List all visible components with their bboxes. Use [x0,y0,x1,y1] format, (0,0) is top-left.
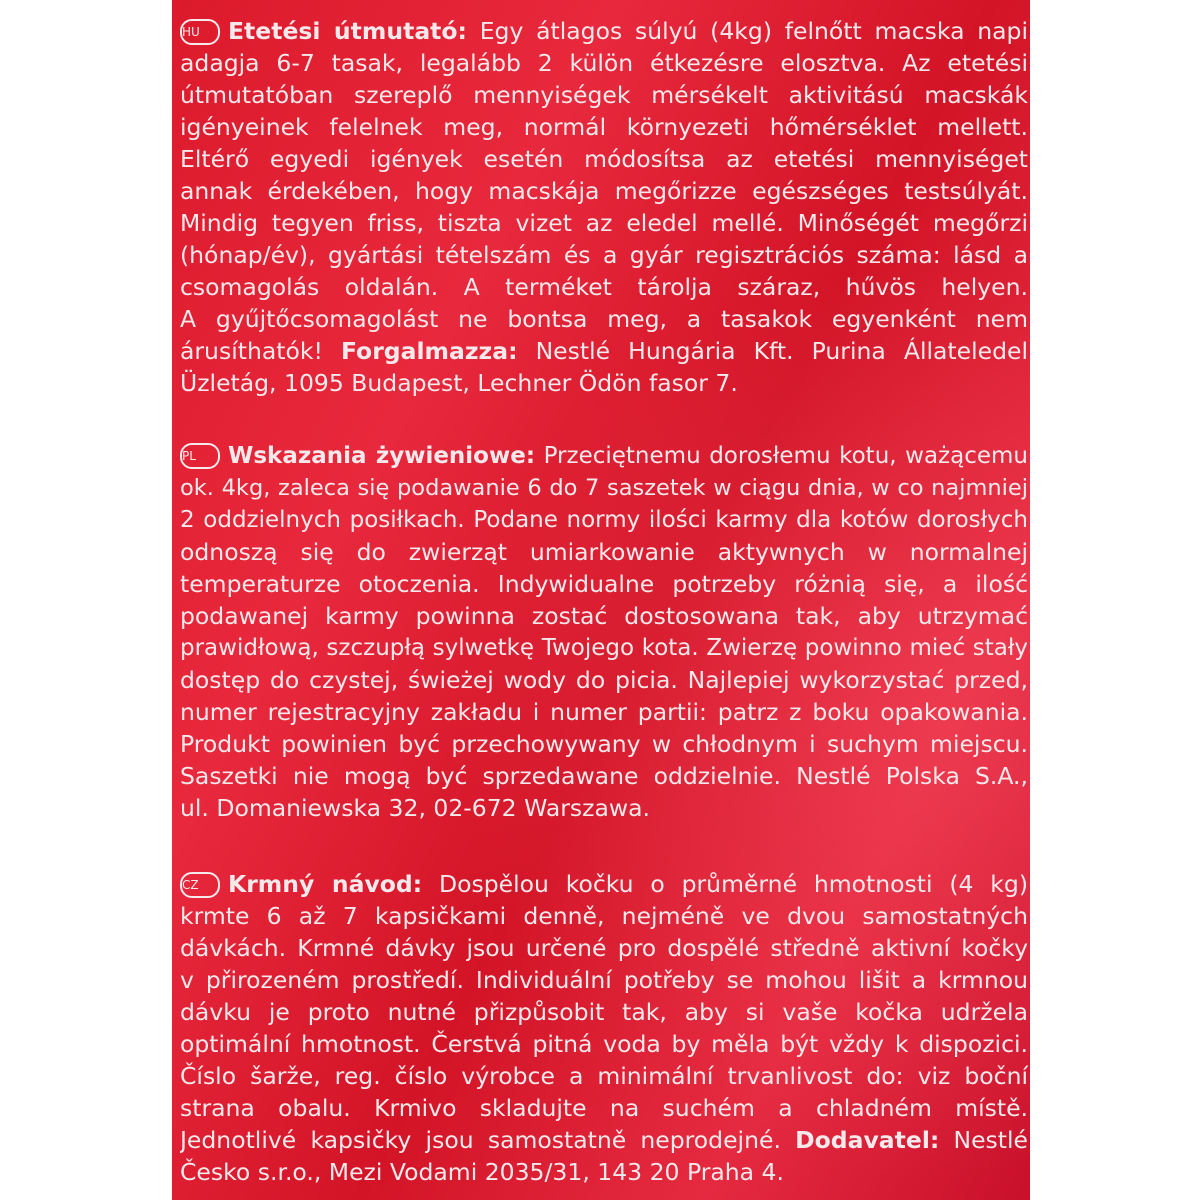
cz-line-8: strana obalu. Krmivo skladujte na suchém a chladném místě. [180,1094,1028,1122]
cz-line-4: v přirozeném prostředí. Individuální potřeby se mohou lišit a krmnou [180,966,1028,994]
pl-line-12: ul. Domaniewska 32, 02-672 Warszawa. [180,794,650,822]
pl-line-7: prawidłową, szczupłą sylwetkę Twojego kota. Zwierzę powinno mieć stały [180,635,1028,661]
cz-language-badge: CZ [180,872,220,898]
pl-line-4: odnoszą się do zwierząt umiarkowanie aktywnych w normalnej [180,538,1028,566]
pl-line-6: podawanej karmy powinna zostać dostosowana tak, aby utrzymać [180,602,1028,630]
package-label-panel [172,0,1030,1200]
pl-line-3: 2 oddzielnych posiłkach. Podane normy ilości karmy dla kotów dorosłych [180,507,1028,533]
cz-line-3: dávkách. Krmné dávky jsou určené pro dospělé středně aktivní kočky [180,934,1028,962]
hu-line-6: annak érdekében, hogy macskája megőrizze egészséges testsúlyát. [180,177,1028,205]
hu-line-4: igényeinek felelnek meg, normál környezeti hőmérséklet mellett. [180,113,1028,141]
cz-heading: Krmný návod: [228,870,423,898]
hu-line-12: Üzletág, 1095 Budapest, Lechner Ödön fasor 7. [180,369,738,397]
hu-line-3: útmutatóban szereplő mennyiségek mérsékelt aktivitású macskák [180,81,1028,109]
pl-heading: Wskazania żywieniowe: [228,443,536,469]
hu-line-7: Mindig tegyen friss, tiszta vizet az eledel mellé. Minőségét megőrzi [180,209,1028,237]
hu-language-badge: HU [180,19,220,45]
pl-language-badge: PL [180,443,220,469]
cz-line-2: krmte 6 až 7 kapsičkami denně, nejméně ve dvou samostatných [180,902,1028,930]
cz-line-7: Číslo šarže, reg. číslo výrobce a minimální trvanlivost do: viz boční [180,1062,1028,1090]
hu-heading: Etetési útmutató: [228,17,467,45]
cz-line-1: CZ Krmný návod: Dospělou kočku o průměrné hmotnosti (4 kg) [182,870,1028,898]
hu-line-9: csomagolás oldalán. A terméket tárolja száraz, hűvös helyen. [180,273,1028,301]
hu-distributor-label: Forgalmazza: [340,337,518,365]
hu-line-11: árusíthatók! Forgalmazza: Nestlé Hungária Kft. Purina Állateledel [180,337,1028,365]
hu-line-5: Eltérő egyedi igények esetén módosítsa az etetési mennyiséget [180,145,1028,173]
pl-line-1: PL Wskazania żywieniowe: Przeciętnemu dorosłemu kotu, ważącemu [182,443,1028,469]
hu-line-2: adagja 6-7 tasak, legalább 2 külön étkezésre elosztva. Az etetési [180,49,1028,77]
pl-line-10: Produkt powinien być przechowywany w chłodnym i suchym miejscu. [180,730,1028,758]
pl-line-9: numer rejestracyjny zakładu i numer partii: patrz z boku opakowania. [180,698,1028,726]
cz-supplier-label: Dodavatel: [795,1126,940,1154]
pl-line-2: ok. 4kg, zaleca się podawanie 6 do 7 saszetek w ciągu dnia, w co najmniej [180,475,1028,501]
cz-line-9: Jednotlivé kapsičky jsou samostatně neprodejné. Dodavatel: Nestlé [180,1126,1028,1154]
hu-line-10: A gyűjtőcsomagolást ne bontsa meg, a tasakok egyenként nem [180,305,1028,333]
hu-line-8: (hónap/év), gyártási tételszám és a gyár regisztrációs száma: lásd a [180,241,1028,269]
pl-line-8: dostęp do czystej, świeżej wody do picia. Najlepiej wykorzystać przed, [180,666,1028,694]
pl-line-11: Saszetki nie mogą być sprzedawane oddzielnie. Nestlé Polska S.A., [180,762,1028,790]
hu-line-1: HU Etetési útmutató: Egy átlagos súlyú (4kg) felnőtt macska napi [182,17,1028,45]
cz-line-10: Česko s.r.o., Mezi Vodami 2035/31, 143 20 Praha 4. [180,1158,784,1186]
cz-line-6: optimální hmotnost. Čerstvá pitná voda by měla být vždy k dispozici. [180,1030,1028,1058]
cz-line-5: dávku je proto nutné přizpůsobit tak, aby si vaše kočka udržela [180,998,1028,1026]
pl-line-5: temperaturze otoczenia. Indywidualne potrzeby różnią się, a ilość [180,570,1028,598]
